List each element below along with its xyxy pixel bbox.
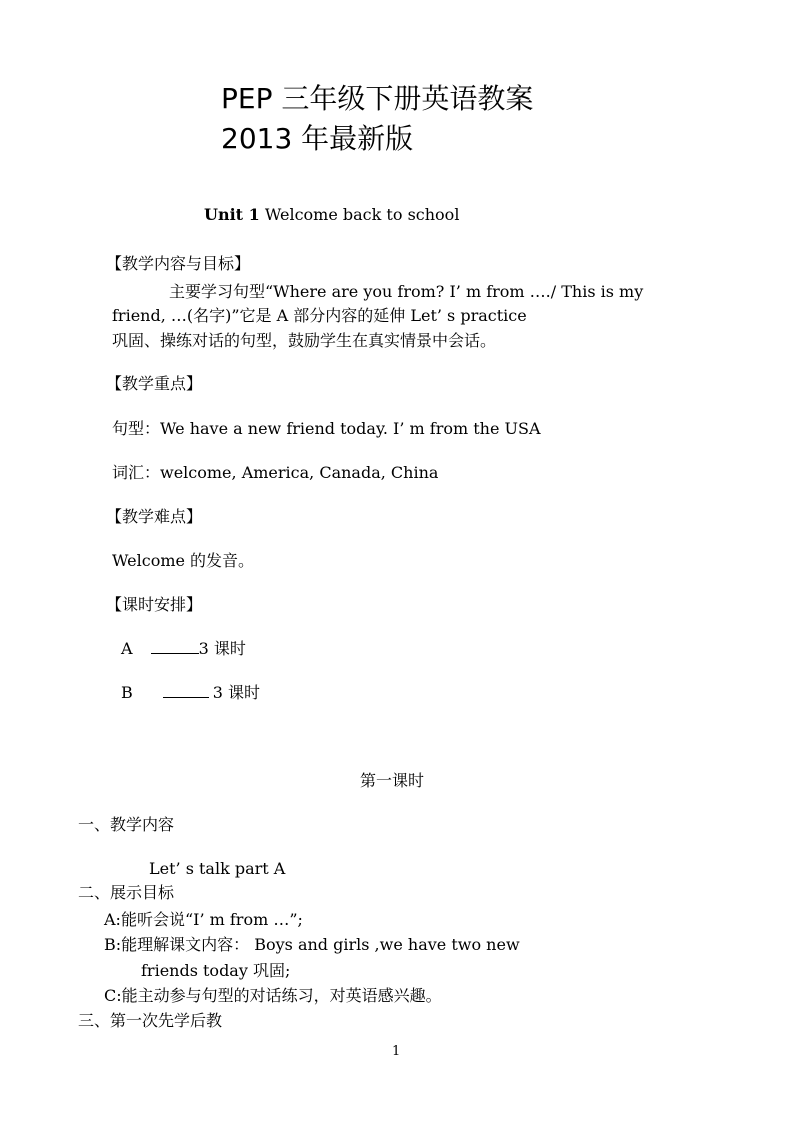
sentence-pattern: 句型：We have a new friend today. I’ m from the USA: [112, 419, 541, 438]
schedule-b-blank: [163, 683, 209, 698]
goals-line-3: 巩固、操练对话的句型，鼓励学生在真实情景中会话。: [112, 331, 497, 350]
pronunciation-note: Welcome 的发音。: [112, 551, 255, 570]
goals-line-1: 主要学习句型“Where are you from? I’ m from …./ This is my: [169, 282, 644, 301]
schedule-b-label: B: [121, 683, 133, 702]
schedule-a-text: 3 课时: [198, 639, 246, 658]
schedule-b-text: 3 课时: [212, 683, 261, 702]
goal-c: C:能主动参与句型的对话练习，对英语感兴趣。: [104, 986, 442, 1005]
schedule-row-a: [121, 639, 246, 659]
unit-number: Unit 1: [204, 205, 260, 224]
section-content-goals: 【教学内容与目标】: [106, 254, 251, 273]
unit-title: Welcome back to school: [259, 205, 460, 224]
goal-b-line-2: friends today 巩固;: [141, 961, 291, 980]
document-title-line1: PEP 三年级下册英语教案: [221, 82, 534, 115]
schedule-a-label: A: [121, 639, 133, 658]
unit-heading: [204, 205, 459, 225]
goal-a: A:能听会说“I’ m from …”;: [104, 910, 303, 929]
page-number: 1: [392, 1044, 401, 1059]
part-1-detail: Let’ s talk part A: [149, 859, 286, 878]
goals-line-2: friend, …(名字)”它是 A 部分内容的延伸 Let’ s practice: [112, 306, 527, 325]
vocabulary: 词汇：welcome, America, Canada, China: [112, 463, 439, 482]
part-1-heading: 一、教学内容: [78, 815, 175, 834]
part-3-heading: 三、第一次先学后教: [78, 1011, 223, 1030]
section-difficulties: 【教学难点】: [106, 507, 203, 526]
section-key-points: 【教学重点】: [106, 374, 203, 393]
document-title-line2: 2013 年最新版: [221, 122, 414, 155]
schedule-a-blank: [151, 639, 199, 654]
goal-b-line-1: B:能理解课文内容： Boys and girls ,we have two new: [104, 935, 520, 954]
schedule-row-b: [121, 683, 260, 703]
lesson-heading: 第一课时: [360, 771, 425, 790]
section-schedule: 【课时安排】: [106, 595, 203, 614]
part-2-heading: 二、展示目标: [78, 883, 175, 902]
